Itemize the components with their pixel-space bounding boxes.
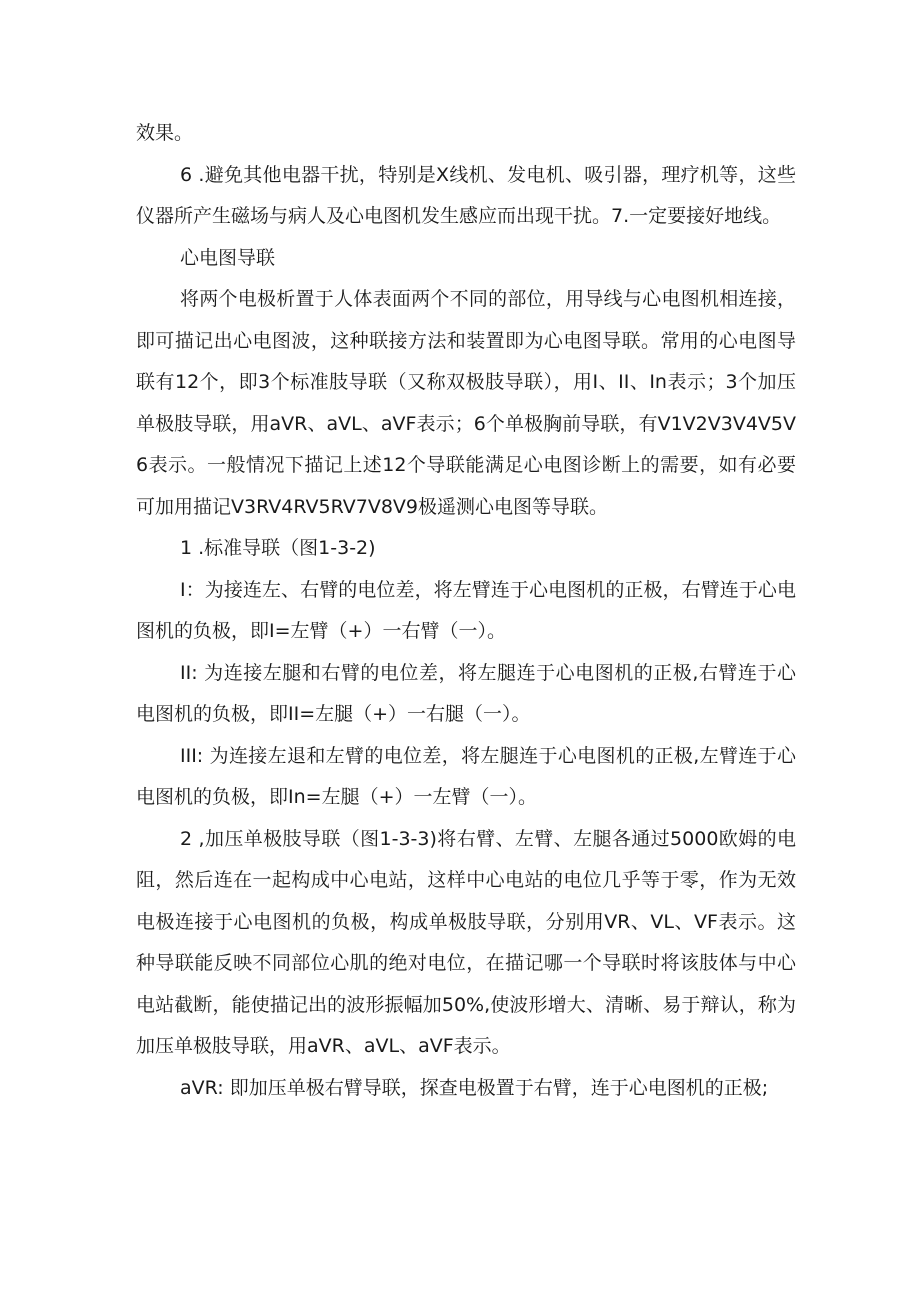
subheading-standard-leads: 1 .标准导联（图1-3-2) [180, 537, 376, 559]
paragraph-lead-i: I：为接连左、右臂的电位差，将左臂连于心电图机的正极，右臂连于心电图机的负极，即I=左臂（+）一右臂（一）。 [136, 578, 796, 642]
paragraph-avr: aVR: 即加压单极右臂导联，探查电极置于右臂，连于心电图机的正极; [180, 1076, 769, 1099]
document-body [136, 113, 796, 1109]
section-heading-ecg-leads: 心电图导联 [180, 246, 276, 269]
paragraph-lead-iii: III: 为连接左退和左臂的电位差，将左腿连于心电图机的正极,左臂连于心电图机的负极，即In=左腿（+）一左臂（一）。 [136, 744, 796, 808]
paragraph-augmented-leads: 2 ,加压单极肢导联（图1-3-3)将右臂、左臂、左腿各通过5000欧姆的电阻，然后连在一起构成中心电站，这样中心电站的电位几乎等于零，作为无效电极连接于心电图机的负极，构成单极肢导联，分别用VR、VL、VF表示。这种导联能反映不同部位心肌的绝对电位，在描记哪一个导联时将该肢体与中心电站截断，能使描记出的波形振幅加50%,使波形增大、清晰、易于辩认，称为加压单极肢导联，用aVR、aVL、aVF表示。 [136, 827, 796, 1057]
paragraph-lead-ii: II: 为连接左腿和右臂的电位差，将左腿连于心电图机的正极,右臂连于心电图机的负极，即II=左腿（+）一右腿（一）。 [136, 661, 796, 725]
paragraph-interference: 6 .避免其他电器干扰，特别是X线机、发电机、吸引器，理疗机等，这些仪器所产生磁场与病人及心电图机发生感应而出现干扰。7.一定要接好地线。 [136, 163, 796, 227]
paragraph-continuation: 效果。 [136, 122, 194, 144]
paragraph-ecg-leads-intro: 将两个电极析置于人体表面两个不同的部位，用导线与心电图机相连接，即可描记出心电图波，这种联接方法和装置即为心电图导联。常用的心电图导联有12个，即3个标准肢导联（又称双极肢导联），用I、II、In表示；3个加压单极肢导联，用aVR、aVL、aVF表示；6个单极胸前导联，有V1V2V3V4V5V6表示。一般情况下描记上述12个导联能满足心电图诊断上的需要，如有必要可加用描记V3RV4RV5RV7V8V9极遥测心电图等导联。 [136, 288, 796, 518]
